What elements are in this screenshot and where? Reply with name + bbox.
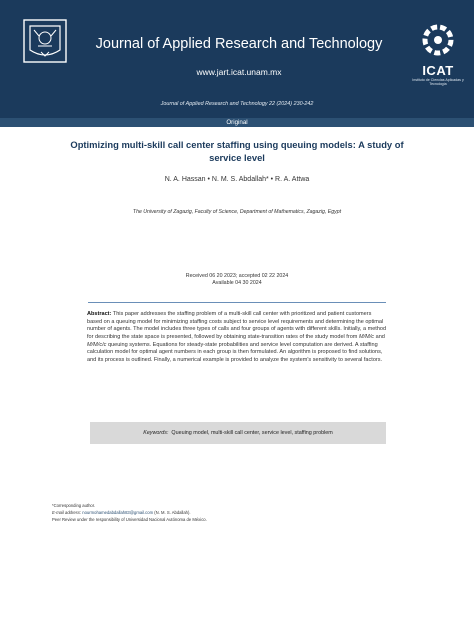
keywords-text: Queuing model, multi-skill call center, service level, staffing problem bbox=[171, 430, 333, 436]
corresponding-author-note: *Corresponding author. bbox=[52, 503, 96, 508]
keywords-label: Keywords: bbox=[143, 430, 169, 436]
queue-model-2: M/M/c/c bbox=[87, 341, 107, 348]
journal-url[interactable]: www.jart.icat.unam.mx bbox=[196, 67, 282, 77]
paper-title: Optimizing multi-skill call center staffing using queuing models: A study of service level bbox=[70, 139, 404, 163]
email-note bbox=[52, 510, 422, 517]
journal-header bbox=[0, 0, 474, 118]
abstract bbox=[87, 311, 387, 365]
peer-review-note: Peer Review under the responsibility of Universidad Nacional Autónoma de México. bbox=[52, 516, 207, 522]
email-link[interactable]: nourmohamedabdallah83@gmail.com bbox=[82, 509, 154, 515]
publication-dates bbox=[100, 273, 374, 286]
author-list: N. A. Hassan • N. M. S. Abdallah* • R. A. Attwa bbox=[164, 176, 310, 183]
unam-seal-icon bbox=[20, 16, 70, 66]
footnotes bbox=[52, 503, 422, 523]
icat-wordmark: ICAT bbox=[422, 63, 454, 78]
section-divider bbox=[88, 302, 386, 303]
email-owner: (N. M. S. Abdallah). bbox=[153, 509, 191, 515]
journal-citation: Journal of Applied Research and Technology 22 (2024) 230-242 bbox=[160, 101, 314, 107]
email-label: E-mail address: bbox=[52, 509, 83, 515]
journal-title: Journal of Applied Research and Technology bbox=[95, 36, 383, 52]
author-affiliation: The University of Zagazig, Faculty of Science, Department of Mathematics, Zagazig, Egypt bbox=[132, 209, 342, 215]
abstract-text-2: queuing systems. Equations for steady-state probabilities and service level computation are derived. A staffing calculation model for optimal agent numbers in each group is then formulated. An algorithm is proposed to find solutions, and its process is outlined. Finally, a numerical example is provided to analyze the system's sensitivity to several factors. bbox=[87, 341, 383, 363]
queue-model-1: M/M/c bbox=[358, 333, 375, 340]
abstract-label: Abstract: bbox=[87, 311, 112, 317]
abstract-and: and bbox=[374, 333, 385, 340]
available-date: Available 04 30 2024 bbox=[212, 279, 262, 286]
keywords-box bbox=[90, 422, 386, 444]
icat-subtitle: Instituto de Ciencias Aplicadas y Tecnología bbox=[412, 78, 464, 87]
received-date: Received 06 20 2023; accepted 02 22 2024 bbox=[185, 273, 289, 279]
icat-logo-icon bbox=[414, 18, 462, 64]
section-label: Original bbox=[0, 118, 474, 127]
abstract-text-1: This paper addresses the staffing problem of a multi-skill call center with prioritized and patient customers based on a queuing model for minimizing staffing costs subject to service level requirements and determining the optimal number of agents. The model includes three types of calls and four groups of agents with different skills. Initially, a method for describing the state space is presented, followed by obtaining state-transition rates of the study model from bbox=[87, 311, 387, 340]
